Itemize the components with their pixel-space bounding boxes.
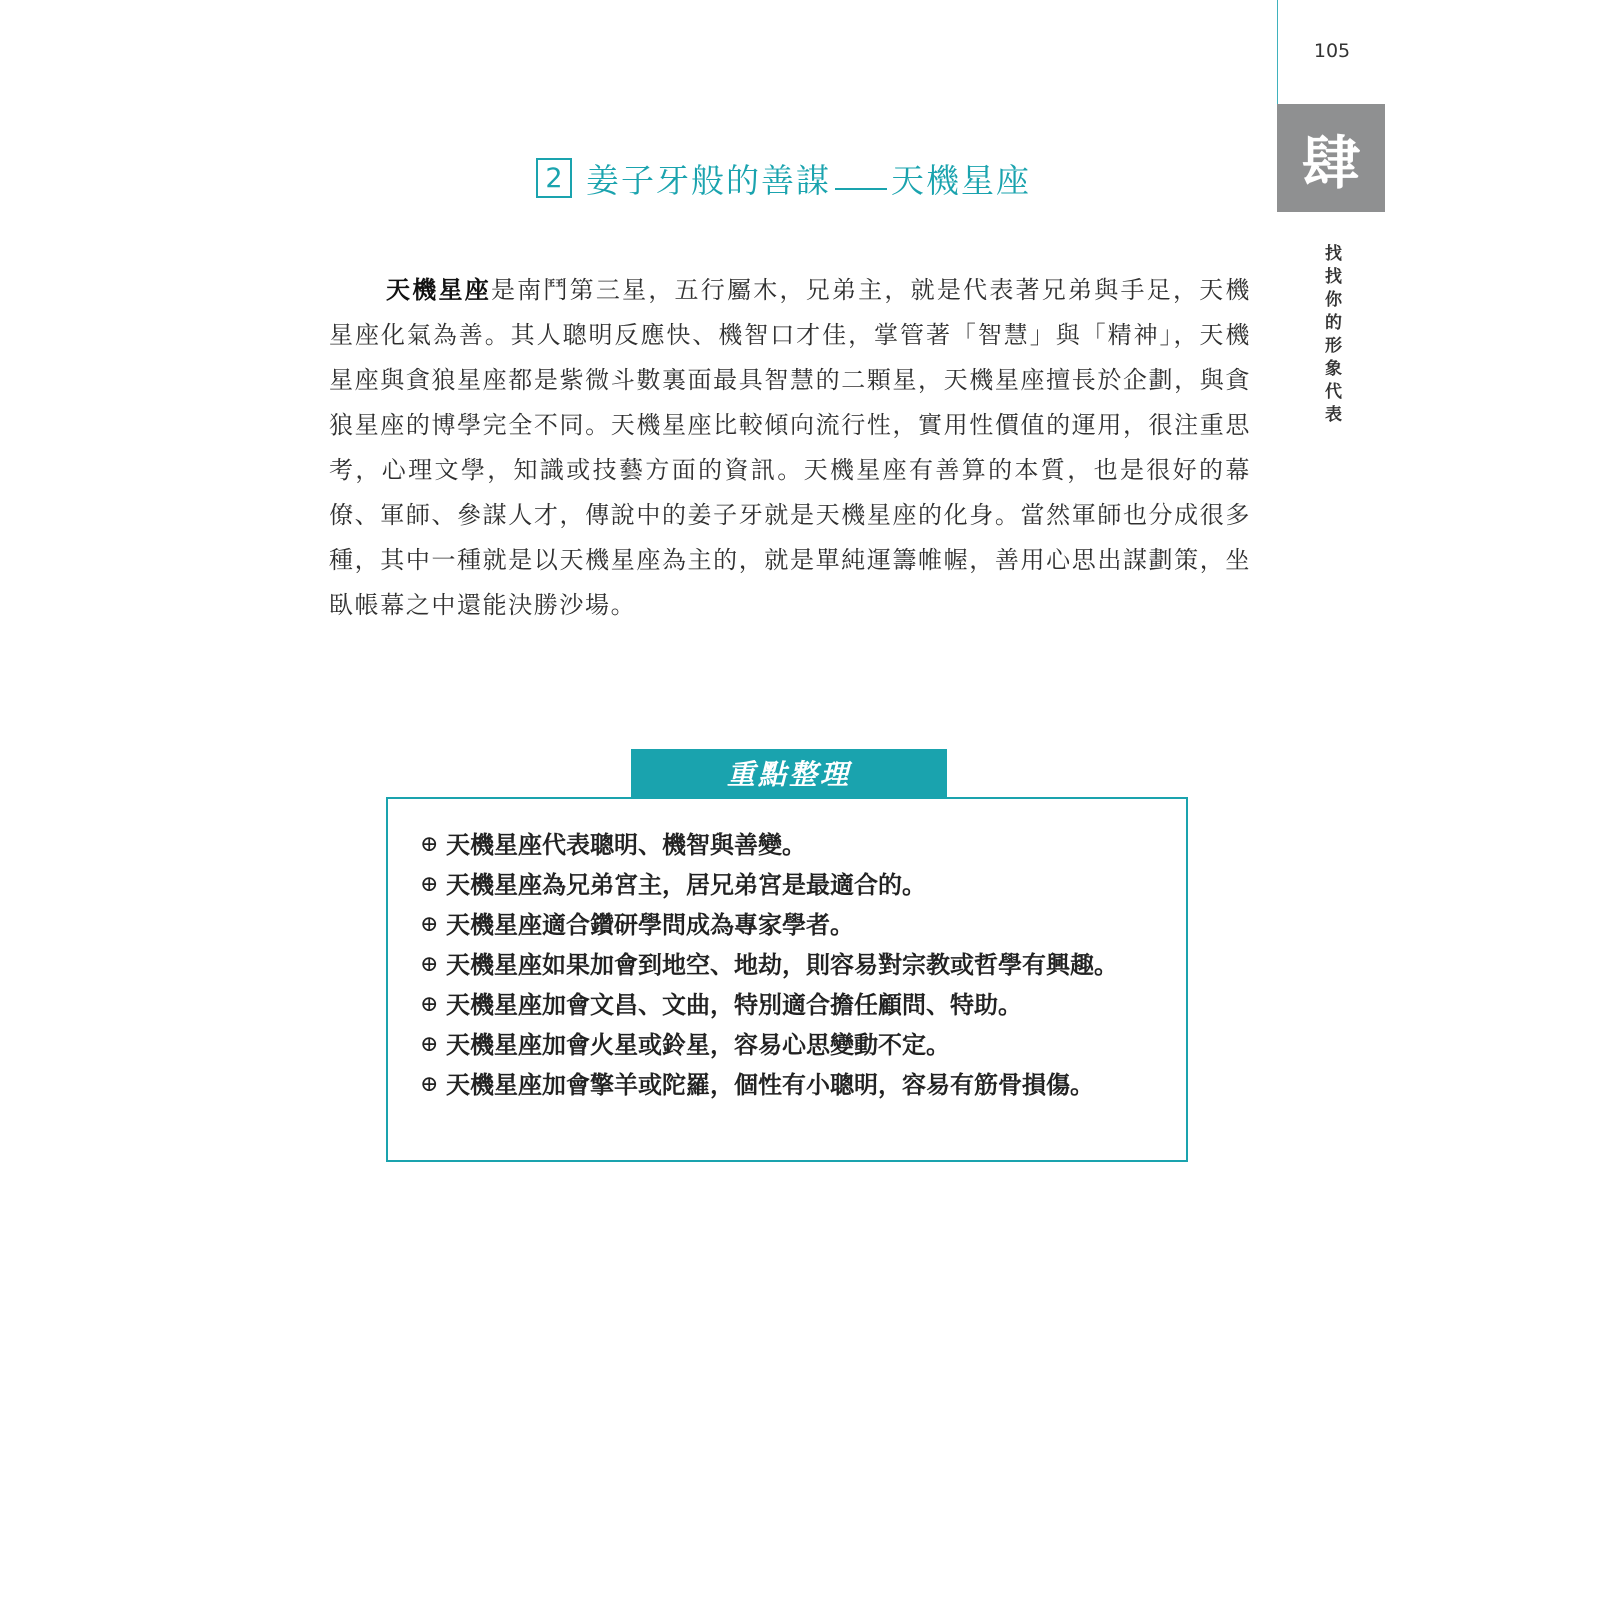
- summary-item-text: 天機星座加會火星或鈴星，容易心思變動不定。: [446, 1030, 950, 1059]
- summary-item: [420, 865, 1156, 905]
- chapter-tab: 肆: [1277, 104, 1385, 212]
- summary-item: [420, 905, 1156, 945]
- section-number: 2: [536, 158, 572, 198]
- summary-heading: 重點整理: [631, 749, 947, 797]
- summary-item-text: 天機星座適合鑽研學問成為專家學者。: [446, 910, 854, 939]
- summary-item-text: 天機星座代表聰明、機智與善變。: [446, 830, 806, 859]
- circle-plus-bullet-icon: ⊕: [420, 912, 439, 937]
- summary-box: [386, 797, 1188, 1162]
- summary-item-text: 天機星座加會文昌、文曲，特別適合擔任顧問、特助。: [446, 990, 1022, 1019]
- circle-plus-bullet-icon: ⊕: [420, 952, 439, 977]
- body-paragraph: [329, 268, 1251, 628]
- body-lead-bold: 天機星座: [386, 276, 491, 304]
- summary-list: [388, 799, 1186, 1105]
- side-rule: [1277, 0, 1278, 104]
- section-title: [536, 150, 1031, 206]
- circle-plus-bullet-icon: ⊕: [420, 1032, 439, 1057]
- section-title-part1: 姜子牙般的善謀: [586, 160, 831, 200]
- summary-item: [420, 985, 1156, 1025]
- summary-item: [420, 1025, 1156, 1065]
- chapter-title-vertical: 找找你的形象代表: [1321, 244, 1341, 428]
- page-number: 105: [1313, 40, 1351, 62]
- circle-plus-bullet-icon: ⊕: [420, 872, 439, 897]
- circle-plus-bullet-icon: ⊕: [420, 1072, 439, 1097]
- circle-plus-bullet-icon: ⊕: [420, 832, 439, 857]
- section-title-part2: 天機星座: [891, 160, 1031, 200]
- summary-item: [420, 825, 1156, 865]
- body-text: 是南鬥第三星，五行屬木，兄弟主，就是代表著兄弟與手足，天機星座化氣為善。其人聰明反應快、機智口才佳，掌管著「智慧」與「精神」，天機星座與貪狼星座都是紫微斗數裏面最具智慧的二顆星，天機星座擅長於企劃，與貪狼星座的博學完全不同。天機星座比較傾向流行性，實用性價值的運用，很注重思考，心理文學，知識或技藝方面的資訊。天機星座有善算的本質，也是很好的幕僚、軍師、參謀人才，傳說中的姜子牙就是天機星座的化身。當然軍師也分成很多種，其中一種就是以天機星座為主的，就是單純運籌帷幄，善用心思出謀劃策，坐臥帳幕之中還能決勝沙場。: [329, 276, 1251, 619]
- circle-plus-bullet-icon: ⊕: [420, 992, 439, 1017]
- summary-item: [420, 945, 1156, 985]
- summary-item-text: 天機星座為兄弟宮主，居兄弟宮是最適合的。: [446, 870, 926, 899]
- summary-item-text: 天機星座加會擎羊或陀羅，個性有小聰明，容易有筋骨損傷。: [446, 1070, 1094, 1099]
- summary-item-text: 天機星座如果加會到地空、地劫，則容易對宗教或哲學有興趣。: [446, 950, 1118, 979]
- summary-item: [420, 1065, 1156, 1105]
- title-underline-blank: [835, 166, 887, 190]
